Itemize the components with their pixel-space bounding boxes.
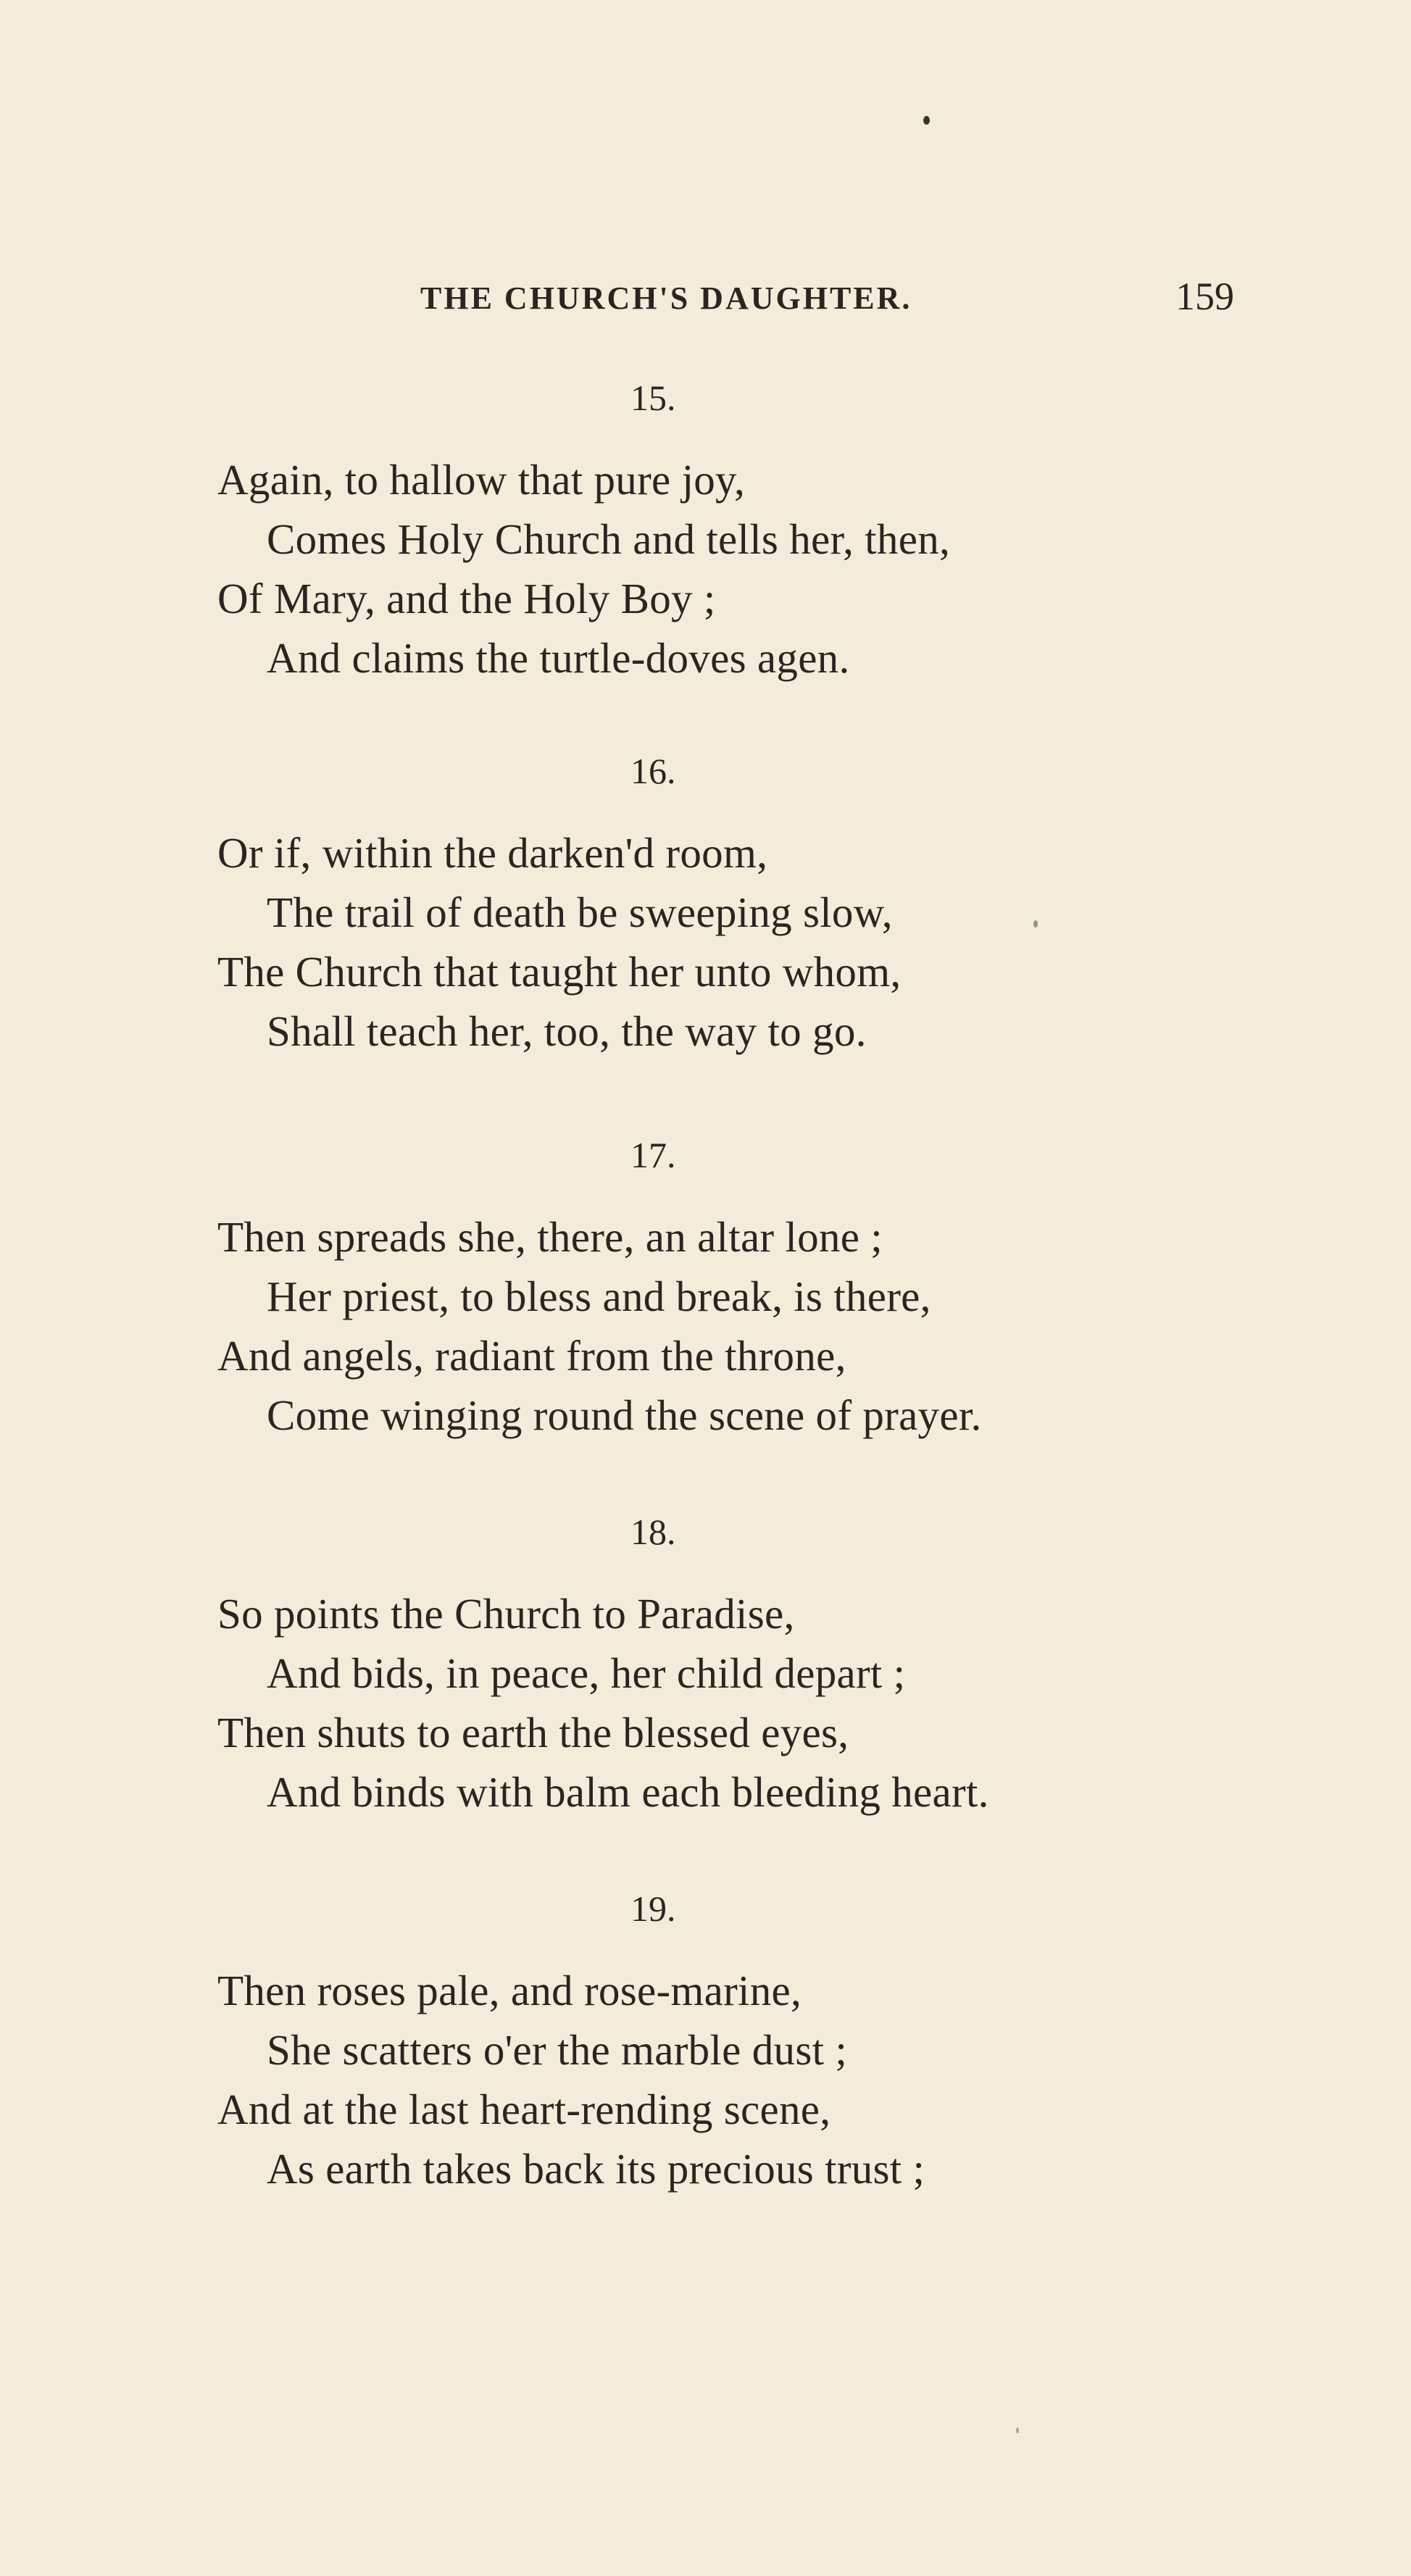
verse-line: Then roses pale, and rose-marine, xyxy=(217,1967,802,2014)
verse-line: Her priest, to bless and break, is there, xyxy=(267,1272,931,1320)
verse-line: Or if, within the darken'd room, xyxy=(217,829,768,877)
stanza-number: 17. xyxy=(630,1135,676,1175)
verse-line: Of Mary, and the Holy Boy ; xyxy=(217,575,716,622)
verse-line: The Church that taught her unto whom, xyxy=(217,948,902,996)
verse-line: And at the last heart-rending scene, xyxy=(217,2085,831,2133)
stanza-number: 18. xyxy=(630,1512,676,1552)
verse-line: So points the Church to Paradise, xyxy=(217,1590,795,1638)
ink-speck xyxy=(1033,920,1038,928)
stanza-number: 16. xyxy=(630,751,676,791)
verse-line: Comes Holy Church and tells her, then, xyxy=(267,515,951,563)
ink-speck xyxy=(923,116,930,125)
stanza-number: 19. xyxy=(630,1888,676,1929)
verse-line: Then spreads she, there, an altar lone ; xyxy=(217,1213,883,1261)
verse-line: Again, to hallow that pure joy, xyxy=(217,456,746,504)
verse-line: As earth takes back its precious trust ; xyxy=(267,2145,925,2193)
verse-line: Shall teach her, too, the way to go. xyxy=(267,1007,867,1055)
verse-line: She scatters o'er the marble dust ; xyxy=(267,2026,848,2074)
verse-line: Come winging round the scene of prayer. xyxy=(267,1391,982,1439)
verse-line: Then shuts to earth the blessed eyes, xyxy=(217,1709,849,1756)
verse-line: And angels, radiant from the throne, xyxy=(217,1332,846,1380)
running-header xyxy=(0,274,1411,325)
verse-line: And bids, in peace, her child depart ; xyxy=(267,1649,906,1697)
verse-line: And claims the turtle-doves agen. xyxy=(267,634,850,682)
running-title: THE CHURCH'S DAUGHTER. xyxy=(420,280,912,316)
verse-line: And binds with balm each bleeding heart. xyxy=(267,1768,989,1816)
verse-line: The trail of death be sweeping slow, xyxy=(267,888,893,936)
ink-speck xyxy=(1016,2427,1019,2433)
page-number: 159 xyxy=(1175,275,1234,318)
stanza-number: 15. xyxy=(630,378,676,418)
